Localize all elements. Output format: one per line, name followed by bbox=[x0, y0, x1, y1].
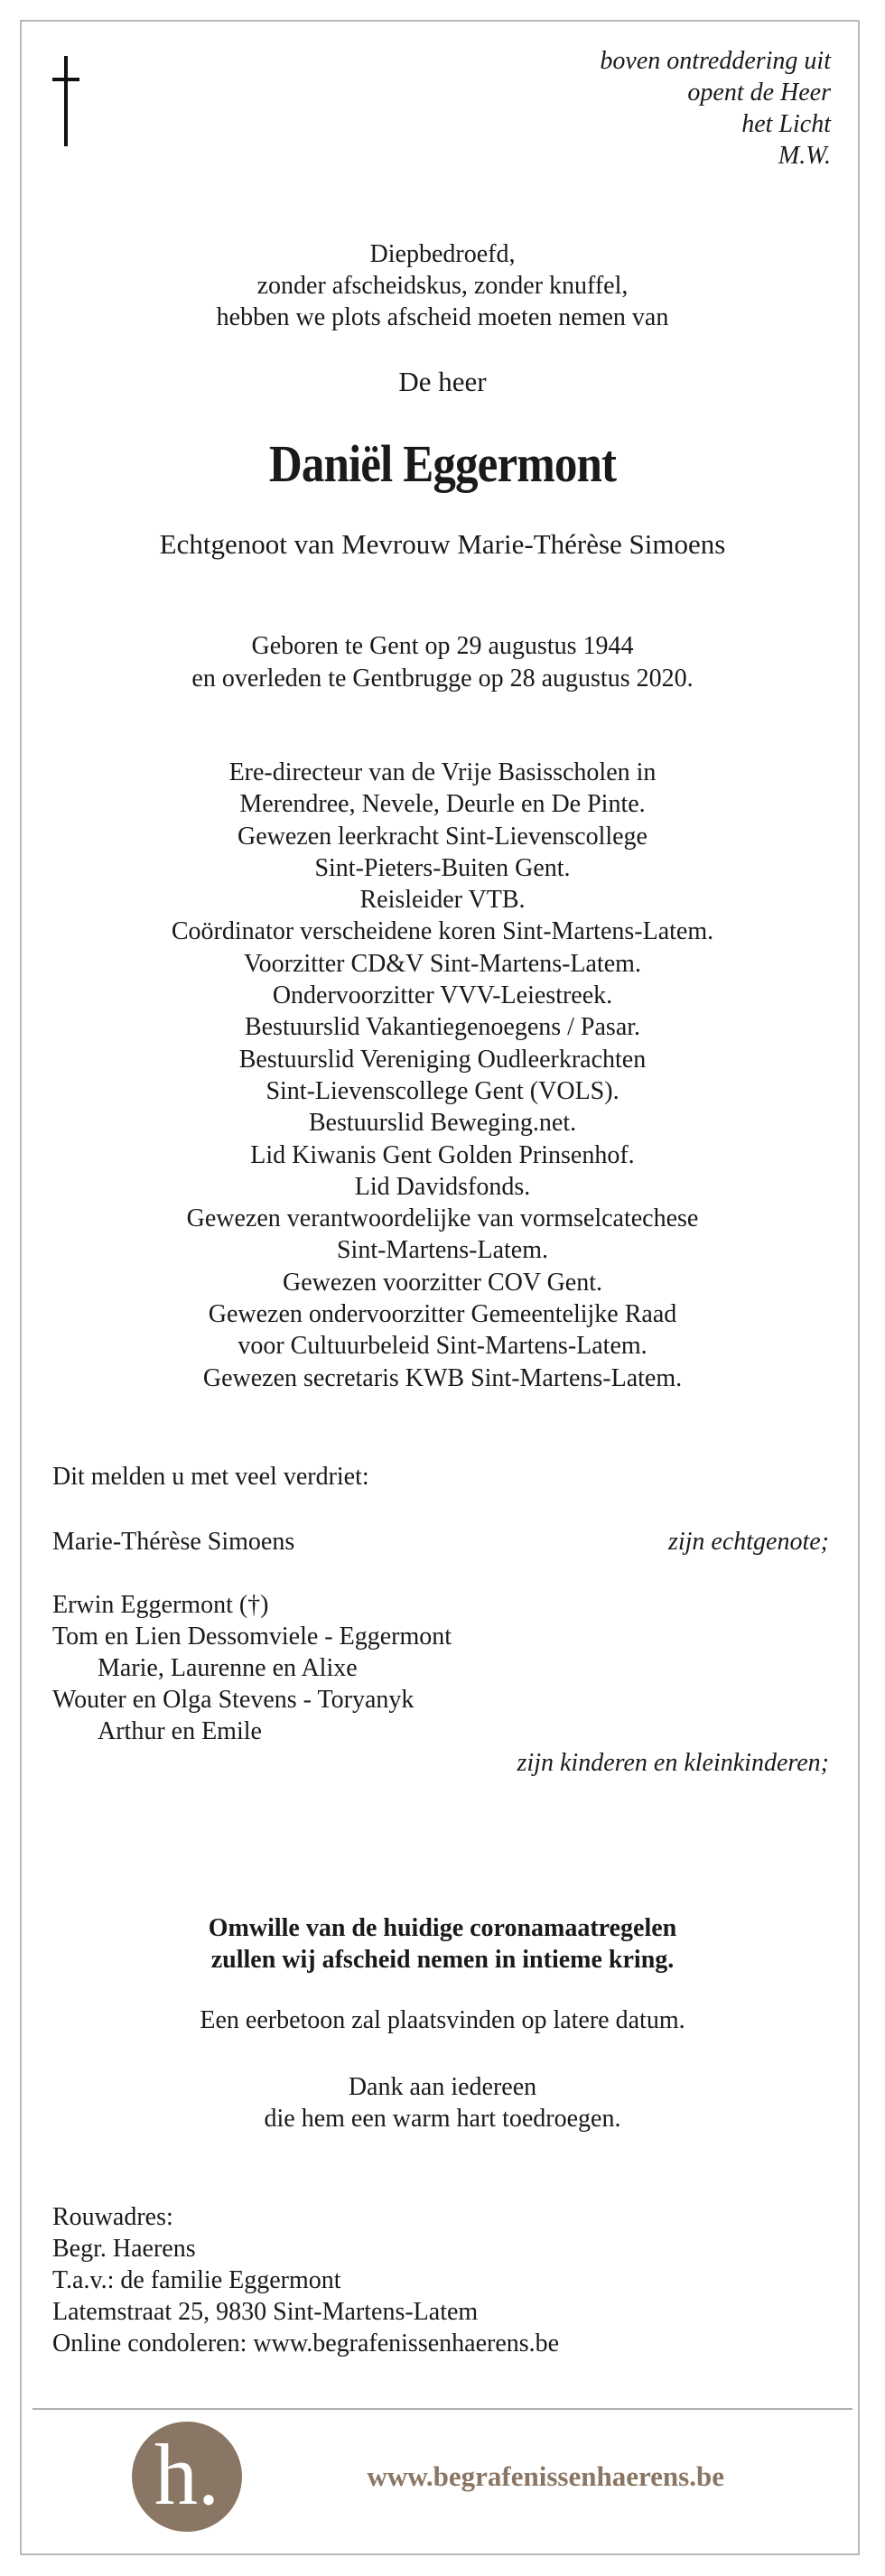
title-line: Lid Davidsfonds. bbox=[354, 1172, 531, 1201]
notice-line: Omwille van de huidige coronamaatregelen bbox=[208, 1914, 677, 1942]
spouse-line: Echtgenoot van Mevrouw Marie-Thérèse Simoens bbox=[159, 528, 726, 560]
tribute-line: Een eerbetoon zal plaatsvinden op latere datum. bbox=[200, 2006, 685, 2034]
title-line: Sint-Lievenscollege Gent (VOLS). bbox=[266, 1076, 620, 1105]
address-line: Rouwadres: bbox=[52, 2203, 173, 2231]
title-line: Gewezen leerkracht Sint-Lievenscollege bbox=[237, 822, 647, 851]
deceased-name: Daniël Eggermont bbox=[268, 434, 617, 493]
title-line: Ondervoorzitter VVV-Leiestreek. bbox=[272, 981, 613, 1010]
birth-line: Geboren te Gent op 29 augustus 1944 bbox=[251, 632, 634, 660]
spouse-relation: zijn echtgenote; bbox=[667, 1528, 829, 1556]
title-line: Gewezen verantwoordelijke van vormselcatechese bbox=[186, 1204, 699, 1233]
child-line: Marie, Laurenne en Alixe bbox=[98, 1654, 358, 1682]
intro bbox=[0, 238, 885, 333]
spouse-row bbox=[52, 1526, 829, 1558]
title-line: Voorzitter CD&V Sint-Martens-Latem. bbox=[244, 949, 641, 978]
title-line: Lid Kiwanis Gent Golden Prinsenhof. bbox=[250, 1140, 635, 1169]
title-line: Bestuurslid Vakantiegenoegens / Pasar. bbox=[244, 1013, 641, 1042]
child-line: Tom en Lien Dessomviele - Eggermont bbox=[52, 1623, 452, 1651]
title-line: Gewezen secretaris KWB Sint-Martens-Latem. bbox=[202, 1363, 683, 1392]
intro-line: Diepbedroefd, bbox=[369, 240, 516, 268]
intro-line: zonder afscheidskus, zonder knuffel, bbox=[256, 272, 629, 300]
corona-notice bbox=[0, 1912, 885, 1976]
children-list bbox=[52, 1589, 829, 1747]
motto-line: M.W. bbox=[778, 142, 831, 170]
title-line: voor Cultuurbeleid Sint-Martens-Latem. bbox=[238, 1332, 647, 1361]
address-line: Online condoleren: www.begrafenissenhaerens.be bbox=[52, 2330, 560, 2357]
thanks bbox=[0, 2071, 885, 2134]
child-line: Arthur en Emile bbox=[98, 1717, 262, 1745]
title-line: Coördinator verscheidene koren Sint-Martens-Latem. bbox=[171, 917, 714, 946]
motto-line: boven ontreddering uit bbox=[600, 47, 831, 75]
title-line: Sint-Martens-Latem. bbox=[336, 1236, 549, 1265]
title-line: Bestuurslid Beweging.net. bbox=[308, 1109, 577, 1138]
address-line: T.a.v.: de familie Eggermont bbox=[52, 2266, 341, 2294]
family-block bbox=[52, 1526, 829, 1779]
intro-line: hebben we plots afscheid moeten nemen van bbox=[216, 303, 669, 331]
title-line: Gewezen ondervoorzitter Gemeentelijke Raad bbox=[208, 1300, 677, 1329]
announce-line: Dit melden u met veel verdriet: bbox=[52, 1463, 369, 1491]
child-line: Wouter en Olga Stevens - Toryanyk bbox=[52, 1686, 415, 1714]
children-relation: zijn kinderen en kleinkinderen; bbox=[517, 1749, 829, 1777]
child-line: Erwin Eggermont (†) bbox=[52, 1591, 269, 1619]
website-link[interactable]: www.begrafenissenhaerens.be bbox=[367, 2460, 724, 2492]
title-line: Merendree, Nevele, Deurle en De Pinte. bbox=[239, 790, 646, 819]
title-line: Bestuurslid Vereniging Oudleerkrachten bbox=[238, 1045, 647, 1074]
cross-icon bbox=[52, 56, 79, 146]
title-line: Reisleider VTB. bbox=[359, 886, 526, 915]
address-block bbox=[52, 2201, 559, 2359]
address-line: Begr. Haerens bbox=[52, 2235, 196, 2263]
notice-line: zullen wij afscheid nemen in intieme kring. bbox=[210, 1946, 675, 1974]
title-line: Ere-directeur van de Vrije Basisscholen in bbox=[228, 758, 657, 786]
salutation: De heer bbox=[398, 366, 487, 397]
title-line: Gewezen voorzitter COV Gent. bbox=[282, 1268, 603, 1297]
address-line: Latemstraat 25, 9830 Sint-Martens-Latem bbox=[52, 2298, 479, 2326]
death-line: en overleden te Gentbrugge op 28 augustus 2020. bbox=[191, 665, 694, 693]
title-line: Sint-Pieters-Buiten Gent. bbox=[314, 853, 571, 882]
titles-list bbox=[0, 757, 885, 1394]
thanks-line: Dank aan iedereen bbox=[348, 2073, 537, 2101]
spouse-name: Marie-Thérèse Simoens bbox=[52, 1528, 295, 1556]
dates bbox=[0, 630, 885, 695]
footer-divider bbox=[33, 2408, 852, 2410]
motto-line: het Licht bbox=[741, 110, 831, 138]
motto bbox=[600, 45, 831, 172]
funeral-home-logo: h. bbox=[132, 2422, 242, 2532]
thanks-line: die hem een warm hart toedroegen. bbox=[264, 2105, 621, 2133]
motto-line: opent de Heer bbox=[687, 79, 831, 107]
